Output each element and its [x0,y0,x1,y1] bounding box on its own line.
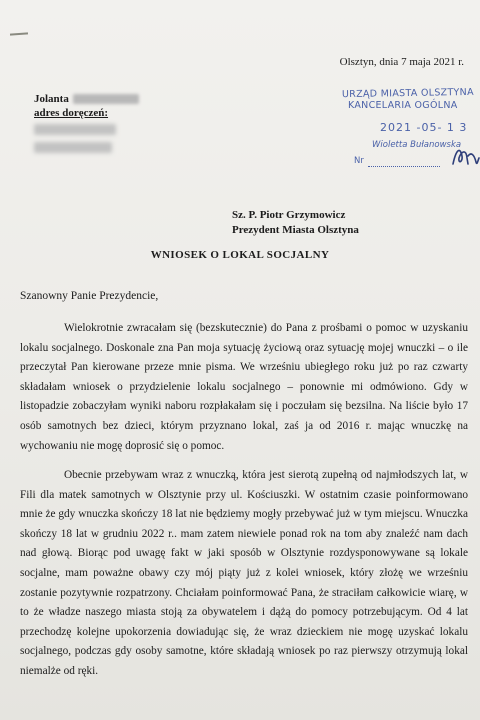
stamp-clerk: Wioletta Bułanowska [372,140,462,150]
sender-name: Jolanta [34,93,69,105]
recipient-block [232,208,359,238]
redacted-surname [73,94,139,104]
registry-stamp [330,88,480,172]
body-paragraph-2 [20,466,468,682]
recipient-title: Prezydent Miasta Olsztyna [232,224,359,236]
stamp-office: URZĄD MIASTA OLSZTYNA [341,86,474,101]
clerk-signature [450,142,480,170]
redacted-address-line-2 [34,142,112,153]
recipient-name: Sz. P. Piotr Grzymowicz [232,209,346,221]
sender-address-label: adres doręczeń: [34,107,109,119]
redacted-address-line-1 [34,124,116,135]
sender-block [34,92,139,120]
document-title: WNIOSEK O LOKAL SOCJALNY [150,249,330,261]
greeting: Szanowny Panie Prezydencie, [20,290,159,302]
stamp-number-label: Nr [354,156,364,166]
body-paragraph-1 [20,319,468,456]
paragraph-text: Wielokrotnie zwracałam się (bezskutecznie) do Pana z prośbami o pomoc w uzyskaniu lokalu socjalnego. Doskonale zna Pan moja sytuację życiową oraz sytuację mojej wnuczki – o ile przeczytał Pan kierowane przeze mnie pisma. We wrześniu ubiegłego roku już po raz czwarty składałam wniosek o przydzielenie lokalu socjalnego – ponownie mi odmówiono. Gdy w listopadzie zobaczyłam wyniki naboru rozpłakałam się i poczułam się bezsilna. Na liście było 17 osób samotnych bez dzieci, którym przyznano lokal, zaś ja od 2016 r. mając wnuczkę na wychowaniu nie mogę doprosić się o pomoc. [20,322,468,452]
date-line: Olsztyn, dnia 7 maja 2021 r. [339,56,464,68]
stamp-date: 2021 -05- 1 3 [380,121,468,134]
paragraph-text: Obecnie przebywam wraz z wnuczką, która jest sierotą zupełną od najmłodszych lat, w Fili dla matek samotnych w Olsztynie przy ul. Kościuszki. W ostatnim czasie poinformowano mnie że gdy wnuczka skończy 18 lat nie będziemy mogły przebywać już w tym miejscu. Wnuczka skończy 18 lat w grudniu 2022 r.. mam zatem niewiele ponad rok na tom aby znaleźć nam dach nad głową. Biorąc pod uwagę fakt w jaki sposób w Olsztynie rozdysponowywane są lokale socjalne, mam poważne obawy czy mój piąty już z kolei wniosek, który złożę we wrześniu zostanie pozytywnie rozpatrzony. Chciałam poinformować Pana, że straciłam całkowicie wiarę, w to że władze naszego miasta stoją za obywatelem i dążą do pomocy potrzebującym. Od 4 lat przechodzę kolejne upokorzenia dowiadując się, że wraz dzieckiem nie mogę uzyskać lokalu socjalnego, podczas gdy osoby samotne, które składają wniosek po raz pierwszy otrzymują lokal niemalże od ręki. [20,469,468,677]
stamp-department: KANCELARIA OGÓLNA [348,100,458,111]
staple-mark [10,32,28,35]
stamp-number-line [368,166,440,167]
